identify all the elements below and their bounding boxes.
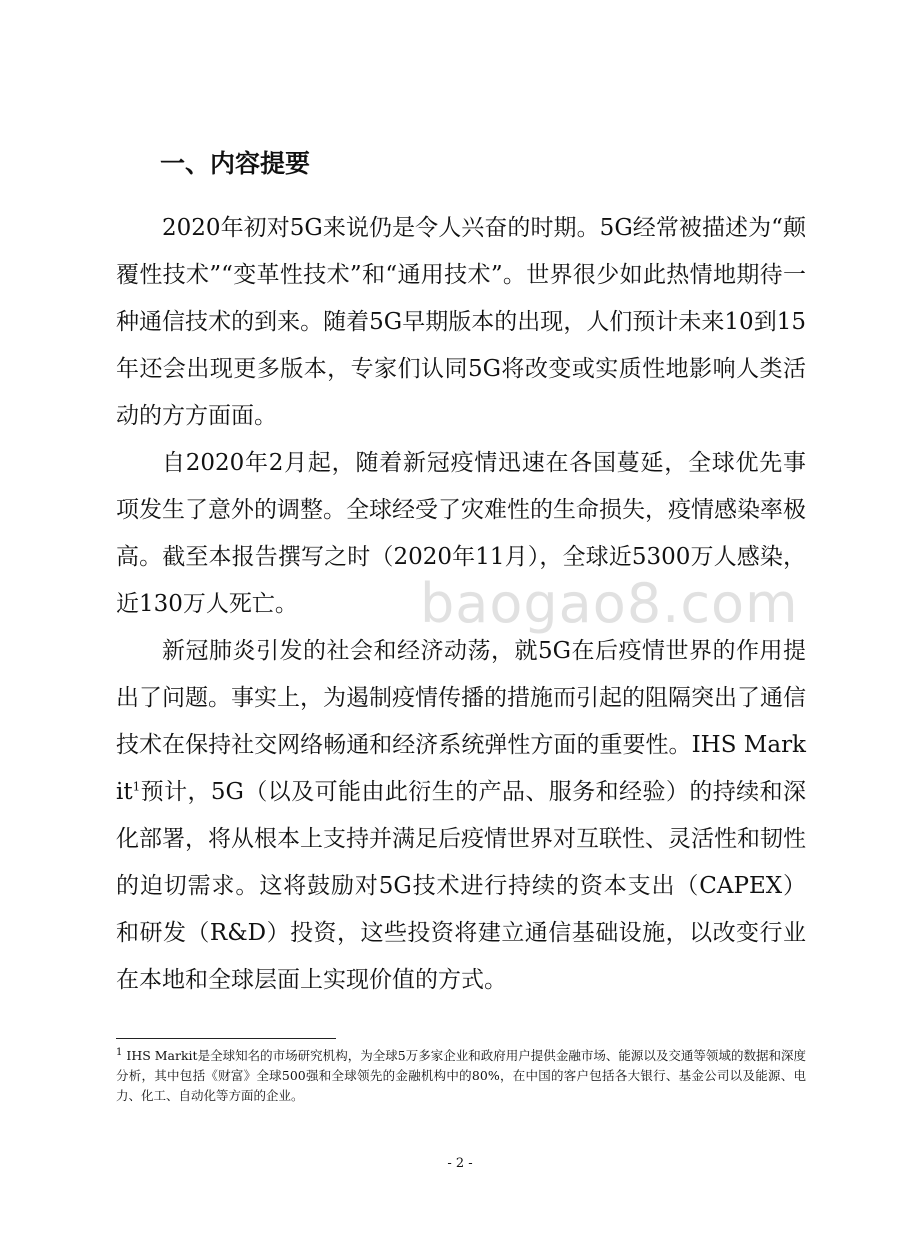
footnote: [116, 1046, 806, 1106]
footnote-text: IHS Markit是全球知名的市场研究机构，为全球5万多家企业和政府用户提供金融市场、能源以及交通等领域的数据和深度分析，其中包括《财富》全球500强和全球领先的金融机构中的80%，在中国的客户包括各大银行、基金公司以及能源、电力、化工、自动化等方面的企业。: [116, 1048, 806, 1103]
footnote-reference[interactable]: 1: [132, 779, 141, 794]
body-text: [116, 205, 806, 1004]
watermark: baogao8.com: [420, 572, 799, 635]
paragraph-3-text-end: 预计，5G（以及可能由此衍生的产品、服务和经验）的持续和深化部署，将从根本上支持并满足后疫情世界对互联性、灵活性和韧性的迫切需求。这将鼓励对5G技术进行持续的资本支出（CAPEX）和研发（R&D）投资，这些投资将建立通信基础设施，以改变行业在本地和全球层面上实现价值的方式。: [116, 779, 806, 993]
page-number: - 2 -: [447, 1156, 473, 1171]
footnote-divider: [116, 1038, 336, 1039]
footnote-mark: 1: [116, 1046, 123, 1058]
paragraph-1: 2020年初对5G来说仍是令人兴奋的时期。5G经常被描述为“颠覆性技术”“变革性技术”和“通用技术”。世界很少如此热情地期待一种通信技术的到来。随着5G早期版本的出现，人们预计未来10到15年还会出现更多版本，专家们认同5G将改变或实质性地影响人类活动的方方面面。: [116, 215, 806, 429]
paragraph-3-text-start: 新冠肺炎引发的社会和经济动荡，就5G在后疫情世界的作用提出了问题。事实上，为遏制疫情传播的措施而引起的阻隔突出了通信技术在保持社交网络畅通和经济系统弹性方面的重要性。IHS Markit: [116, 638, 806, 805]
paragraph-2: 自2020年2月起，随着新冠疫情迅速在各国蔓延，全球优先事项发生了意外的调整。全球经受了灾难性的生命损失，疫情感染率极高。截至本报告撰写之时（2020年11月），全球近5300万人感染，近130万人死亡。: [116, 450, 806, 617]
section-heading: 一、内容提要: [160, 149, 311, 178]
paragraph-3: [116, 628, 806, 1004]
